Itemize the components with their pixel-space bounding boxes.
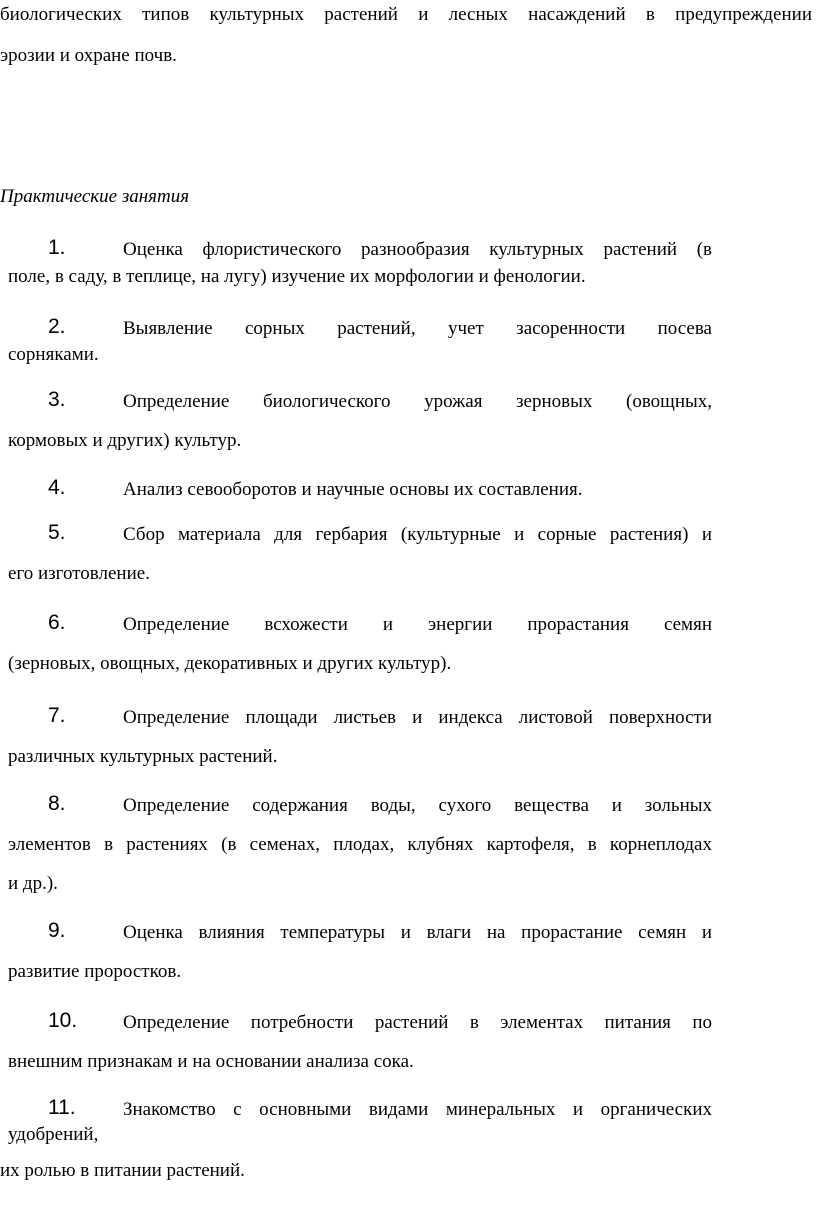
item-number: 6. bbox=[48, 611, 66, 634]
item-number: 7. bbox=[48, 704, 66, 727]
item-text-line: удобрений, bbox=[8, 1124, 99, 1145]
item-text-line: и др.). bbox=[8, 873, 58, 894]
item-text-line: развитие проростков. bbox=[8, 961, 182, 982]
item-text-line: Определение содержания воды, сухого вещества и зольных bbox=[123, 795, 712, 816]
item-text-line: Определение потребности растений в элементах питания по bbox=[123, 1012, 712, 1033]
item-text-line: кормовых и других) культур. bbox=[8, 430, 242, 451]
item-text-line: Оценка флористического разнообразия культурных растений (в bbox=[123, 239, 712, 260]
item-number: 9. bbox=[48, 919, 66, 942]
item-number: 8. bbox=[48, 792, 66, 815]
item-text-line: поле, в саду, в теплице, на лугу) изучение их морфологии и фенологии. bbox=[8, 266, 586, 287]
item-number: 4. bbox=[48, 476, 66, 499]
item-text-line: Определение всхожести и энергии прорастания семян bbox=[123, 614, 712, 635]
item-number: 2. bbox=[48, 315, 66, 338]
item-text-line: Анализ севооборотов и научные основы их составления. bbox=[123, 479, 583, 500]
item-number: 10. bbox=[48, 1009, 78, 1032]
item-text-line: Определение площади листьев и индекса листовой поверхности bbox=[123, 707, 712, 728]
item-text-line: (зерновых, овощных, декоративных и других культур). bbox=[8, 653, 452, 674]
item-text-line: Оценка влияния температуры и влаги на прорастание семян и bbox=[123, 922, 712, 943]
item-text-line: Определение биологического урожая зерновых (овощных, bbox=[123, 391, 712, 412]
section-heading: Практические занятия bbox=[0, 186, 190, 207]
item-number: 1. bbox=[48, 236, 66, 259]
item-text-line: внешним признакам и на основании анализа сока. bbox=[8, 1051, 414, 1072]
item-text-line: Знакомство с основными видами минеральных и органических bbox=[123, 1099, 712, 1120]
item-text-line: Сбор материала для гербария (культурные и сорные растения) и bbox=[123, 524, 712, 545]
item-text-line: различных культурных растений. bbox=[8, 746, 278, 767]
intro-line-2: эрозии и охране почв. bbox=[0, 45, 177, 66]
item-text-line: Выявление сорных растений, учет засоренности посева bbox=[123, 318, 712, 339]
item-text-line: его изготовление. bbox=[8, 563, 150, 584]
item-text-line: сорняками. bbox=[8, 344, 99, 365]
item-text-line: элементов в растениях (в семенах, плодах, клубнях картофеля, в корнеплодах bbox=[8, 834, 712, 855]
intro-line-1: биологических типов культурных растений и лесных насаждений в предупреждении bbox=[0, 4, 812, 25]
item-text-line: их ролью в питании растений. bbox=[0, 1160, 245, 1181]
item-number: 11. bbox=[48, 1096, 76, 1119]
item-number: 3. bbox=[48, 388, 66, 411]
item-number: 5. bbox=[48, 521, 66, 544]
